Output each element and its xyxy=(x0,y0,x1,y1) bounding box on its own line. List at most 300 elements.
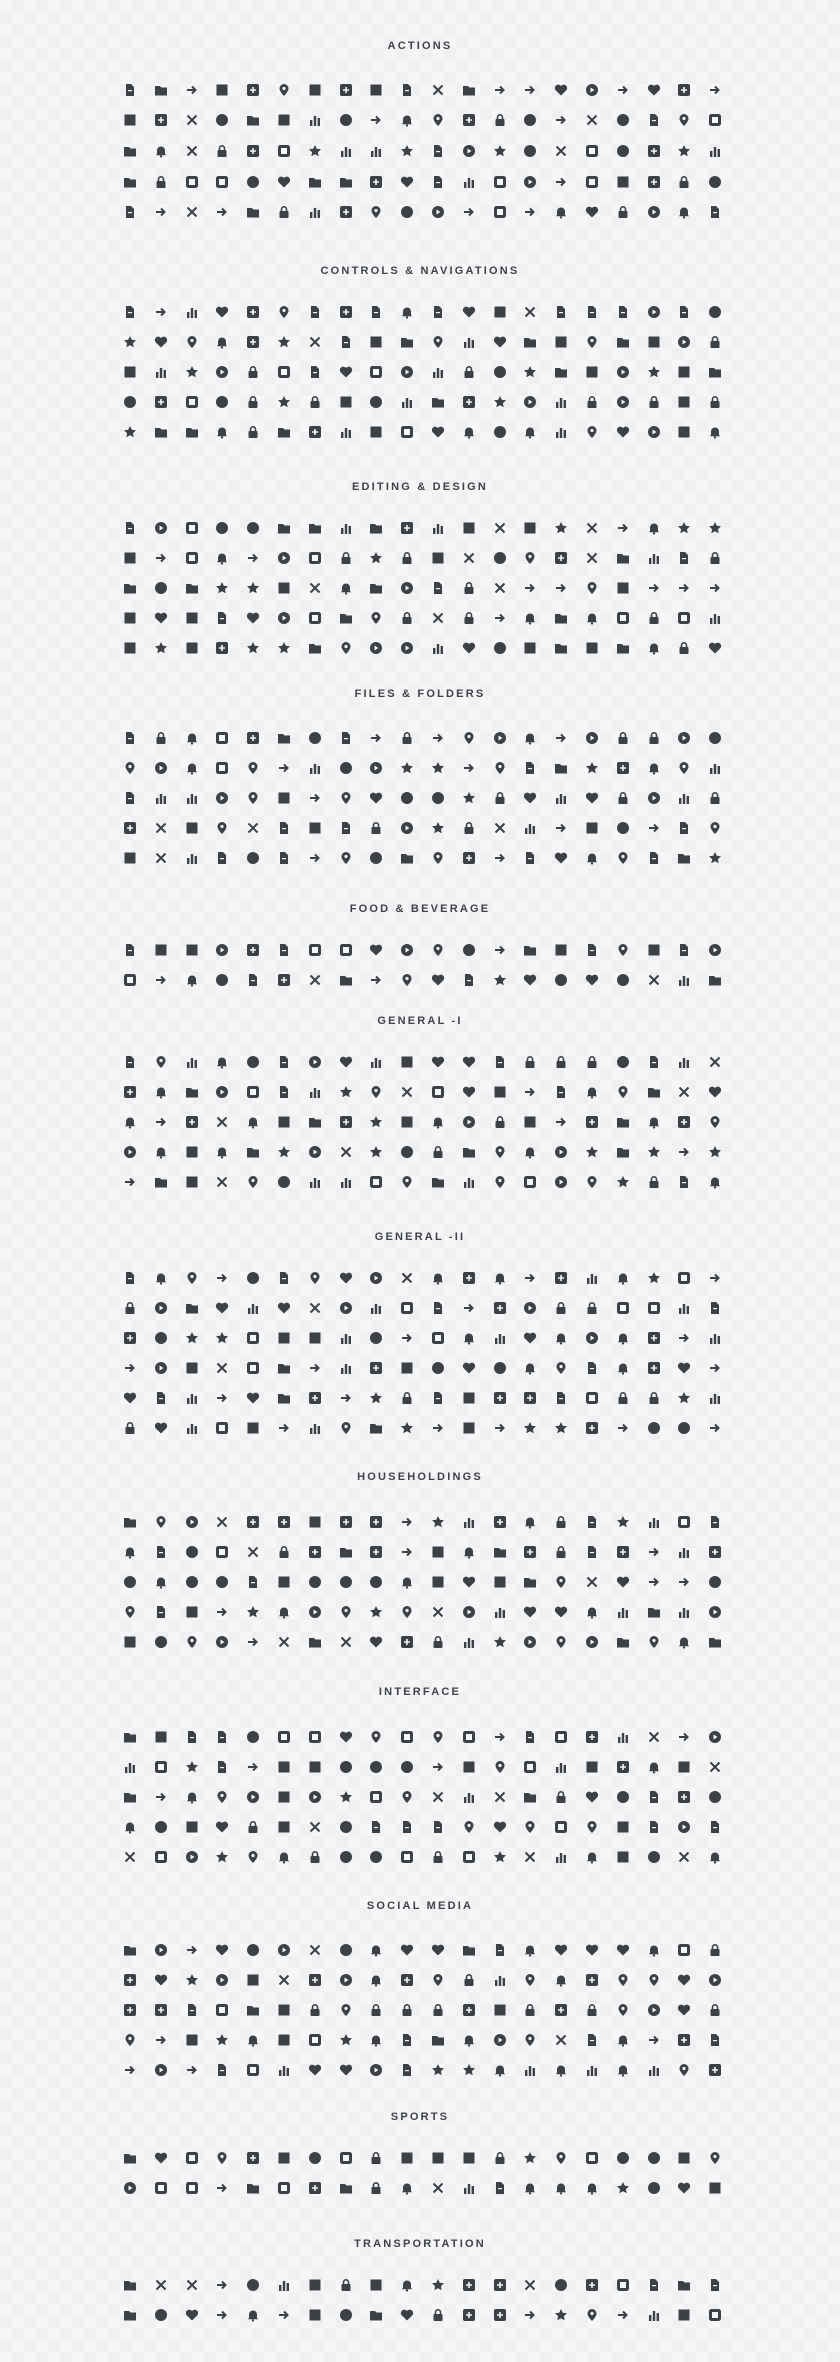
arrow-icon xyxy=(185,2063,199,2077)
x-icon xyxy=(493,521,507,535)
bars-icon xyxy=(185,305,199,319)
lock-icon xyxy=(493,2151,507,2165)
bell-icon xyxy=(708,1175,722,1189)
icon-row xyxy=(0,1053,840,1071)
star-icon xyxy=(246,581,260,595)
circle-icon xyxy=(215,521,229,535)
heart-icon xyxy=(462,1361,476,1375)
plus-icon xyxy=(246,731,260,745)
star-icon xyxy=(154,641,168,655)
pin-icon xyxy=(616,1973,630,1987)
star-icon xyxy=(400,1421,414,1435)
arrow-icon xyxy=(523,205,537,219)
lock-icon xyxy=(400,611,414,625)
square-icon xyxy=(308,2278,322,2292)
lock-icon xyxy=(647,611,661,625)
play-icon xyxy=(215,365,229,379)
star-icon xyxy=(339,1085,353,1099)
heart-icon xyxy=(554,83,568,97)
bars-icon xyxy=(369,1301,383,1315)
document-icon xyxy=(493,1055,507,1069)
arrow-icon xyxy=(554,581,568,595)
circle-icon xyxy=(154,1635,168,1649)
play-icon xyxy=(277,611,291,625)
document-icon xyxy=(647,113,661,127)
play-icon xyxy=(462,1605,476,1619)
circle-icon xyxy=(616,113,630,127)
x-icon xyxy=(708,1055,722,1069)
lock-icon xyxy=(462,821,476,835)
pin-icon xyxy=(585,2308,599,2322)
play-icon xyxy=(154,2063,168,2077)
bell-icon xyxy=(708,425,722,439)
lock-icon xyxy=(462,611,476,625)
heart-icon xyxy=(400,1943,414,1957)
heart-icon xyxy=(400,175,414,189)
icon-row xyxy=(0,789,840,807)
rounded-square-icon xyxy=(308,943,322,957)
play-icon xyxy=(185,1850,199,1864)
pin-icon xyxy=(246,791,260,805)
play-icon xyxy=(308,1790,322,1804)
star-icon xyxy=(493,973,507,987)
circle-icon xyxy=(369,1850,383,1864)
x-icon xyxy=(215,1361,229,1375)
arrow-icon xyxy=(677,1730,691,1744)
rounded-square-icon xyxy=(277,1730,291,1744)
arrow-icon xyxy=(154,1115,168,1129)
star-icon xyxy=(493,1850,507,1864)
plus-icon xyxy=(308,1973,322,1987)
arrow-icon xyxy=(462,1301,476,1315)
pin-icon xyxy=(523,551,537,565)
bars-icon xyxy=(277,2063,291,2077)
rounded-square-icon xyxy=(308,2033,322,2047)
folder-icon xyxy=(185,1085,199,1099)
icon-row xyxy=(0,173,840,191)
arrow-icon xyxy=(246,1760,260,1774)
lock-icon xyxy=(493,113,507,127)
bell-icon xyxy=(215,335,229,349)
folder-icon xyxy=(123,2308,137,2322)
bars-icon xyxy=(554,395,568,409)
rounded-square-icon xyxy=(215,731,229,745)
arrow-icon xyxy=(493,1730,507,1744)
heart-icon xyxy=(339,1730,353,1744)
folder-icon xyxy=(523,1790,537,1804)
star-icon xyxy=(431,761,445,775)
play-icon xyxy=(677,335,691,349)
heart-icon xyxy=(185,2308,199,2322)
star-icon xyxy=(185,1760,199,1774)
arrow-icon xyxy=(369,731,383,745)
bars-icon xyxy=(708,144,722,158)
play-icon xyxy=(647,791,661,805)
circle-icon xyxy=(123,395,137,409)
folder-icon xyxy=(123,581,137,595)
star-icon xyxy=(400,144,414,158)
document-icon xyxy=(339,731,353,745)
rounded-square-icon xyxy=(677,1271,691,1285)
square-icon xyxy=(308,1760,322,1774)
icon-row xyxy=(0,609,840,627)
icon-row xyxy=(0,363,840,381)
bell-icon xyxy=(523,611,537,625)
section-title: INTERFACE xyxy=(378,1686,462,1698)
folder-icon xyxy=(308,641,322,655)
square-icon xyxy=(677,2308,691,2322)
arrow-icon xyxy=(154,973,168,987)
folder-icon xyxy=(123,144,137,158)
lock-icon xyxy=(616,205,630,219)
circle-icon xyxy=(246,1943,260,1957)
plus-icon xyxy=(677,1790,691,1804)
folder-icon xyxy=(246,2181,260,2195)
square-icon xyxy=(585,641,599,655)
icon-row xyxy=(0,2001,840,2019)
arrow-icon xyxy=(647,1545,661,1559)
arrow-icon xyxy=(523,1271,537,1285)
folder-icon xyxy=(123,1943,137,1957)
lock-icon xyxy=(308,1850,322,1864)
lock-icon xyxy=(308,395,322,409)
pin-icon xyxy=(431,113,445,127)
square-icon xyxy=(462,521,476,535)
rounded-square-icon xyxy=(185,395,199,409)
folder-icon xyxy=(308,521,322,535)
star-icon xyxy=(647,1271,661,1285)
x-icon xyxy=(462,551,476,565)
x-icon xyxy=(339,1635,353,1649)
folder-icon xyxy=(369,1421,383,1435)
plus-icon xyxy=(647,1331,661,1345)
bell-icon xyxy=(708,1850,722,1864)
play-icon xyxy=(308,1145,322,1159)
pin-icon xyxy=(585,1175,599,1189)
plus-icon xyxy=(554,1271,568,1285)
square-icon xyxy=(585,365,599,379)
icon-row xyxy=(0,2149,840,2167)
folder-icon xyxy=(554,611,568,625)
square-icon xyxy=(400,1361,414,1375)
circle-icon xyxy=(647,2181,661,2195)
x-icon xyxy=(523,305,537,319)
plus-icon xyxy=(246,144,260,158)
heart-icon xyxy=(677,2003,691,2017)
square-icon xyxy=(677,395,691,409)
plus-icon xyxy=(339,83,353,97)
bell-icon xyxy=(185,973,199,987)
plus-icon xyxy=(246,1515,260,1529)
star-icon xyxy=(647,365,661,379)
pin-icon xyxy=(647,1973,661,1987)
play-icon xyxy=(616,365,630,379)
x-icon xyxy=(308,1820,322,1834)
heart-icon xyxy=(585,973,599,987)
circle-icon xyxy=(246,521,260,535)
arrow-icon xyxy=(400,1545,414,1559)
icon-row xyxy=(0,203,840,221)
heart-icon xyxy=(123,1391,137,1405)
icon-row xyxy=(0,849,840,867)
square-icon xyxy=(677,2151,691,2165)
lock-icon xyxy=(431,1635,445,1649)
circle-icon xyxy=(339,1820,353,1834)
x-icon xyxy=(246,821,260,835)
arrow-icon xyxy=(647,1575,661,1589)
square-icon xyxy=(523,641,537,655)
arrow-icon xyxy=(493,611,507,625)
bars-icon xyxy=(554,425,568,439)
arrow-icon xyxy=(246,1635,260,1649)
folder-icon xyxy=(708,1635,722,1649)
square-icon xyxy=(308,1515,322,1529)
arrow-icon xyxy=(708,1421,722,1435)
plus-icon xyxy=(339,205,353,219)
square-icon xyxy=(185,943,199,957)
pin-icon xyxy=(339,2003,353,2017)
pin-icon xyxy=(369,1085,383,1099)
plus-icon xyxy=(339,1515,353,1529)
arrow-icon xyxy=(554,1115,568,1129)
star-icon xyxy=(369,1115,383,1129)
folder-icon xyxy=(246,205,260,219)
bell-icon xyxy=(246,2308,260,2322)
lock-icon xyxy=(462,581,476,595)
rounded-square-icon xyxy=(154,1760,168,1774)
bell-icon xyxy=(462,1331,476,1345)
star-icon xyxy=(616,2181,630,2195)
x-icon xyxy=(308,581,322,595)
pin-icon xyxy=(523,1973,537,1987)
document-icon xyxy=(277,1085,291,1099)
pin-icon xyxy=(277,305,291,319)
document-icon xyxy=(308,305,322,319)
rounded-square-icon xyxy=(708,2308,722,2322)
document-icon xyxy=(123,791,137,805)
square-icon xyxy=(308,821,322,835)
heart-icon xyxy=(647,83,661,97)
document-icon xyxy=(277,821,291,835)
heart-icon xyxy=(431,1055,445,1069)
arrow-icon xyxy=(369,113,383,127)
circle-icon xyxy=(647,1421,661,1435)
heart-icon xyxy=(616,425,630,439)
heart-icon xyxy=(400,2308,414,2322)
plus-icon xyxy=(462,2278,476,2292)
document-icon xyxy=(462,973,476,987)
lock-icon xyxy=(585,1301,599,1315)
square-icon xyxy=(185,1361,199,1375)
play-icon xyxy=(585,731,599,745)
x-icon xyxy=(708,1760,722,1774)
bell-icon xyxy=(616,2063,630,2077)
bell-icon xyxy=(400,305,414,319)
bars-icon xyxy=(185,1055,199,1069)
document-icon xyxy=(585,1545,599,1559)
document-icon xyxy=(123,943,137,957)
star-icon xyxy=(554,1421,568,1435)
pin-icon xyxy=(308,1271,322,1285)
heart-icon xyxy=(554,851,568,865)
circle-icon xyxy=(308,2151,322,2165)
square-icon xyxy=(185,641,199,655)
heart-icon xyxy=(462,1085,476,1099)
square-icon xyxy=(369,2278,383,2292)
icon-row xyxy=(0,1113,840,1131)
x-icon xyxy=(308,335,322,349)
icon-row xyxy=(0,1173,840,1191)
pin-icon xyxy=(677,761,691,775)
arrow-icon xyxy=(277,1421,291,1435)
arrow-icon xyxy=(493,943,507,957)
rounded-square-icon xyxy=(215,175,229,189)
pin-icon xyxy=(339,851,353,865)
play-icon xyxy=(154,1301,168,1315)
heart-icon xyxy=(616,1943,630,1957)
icon-row xyxy=(0,2276,840,2294)
section-title: GENERAL -I xyxy=(377,1015,463,1027)
folder-icon xyxy=(554,641,568,655)
x-icon xyxy=(215,1175,229,1189)
folder-icon xyxy=(708,973,722,987)
rounded-square-icon xyxy=(585,175,599,189)
heart-icon xyxy=(246,611,260,625)
plus-icon xyxy=(616,1760,630,1774)
star-icon xyxy=(339,2033,353,2047)
bars-icon xyxy=(647,2308,661,2322)
plus-icon xyxy=(554,551,568,565)
document-icon xyxy=(339,335,353,349)
square-icon xyxy=(462,1421,476,1435)
folder-icon xyxy=(523,1575,537,1589)
lock-icon xyxy=(554,1301,568,1315)
lock-icon xyxy=(616,731,630,745)
pin-icon xyxy=(523,2033,537,2047)
document-icon xyxy=(708,1301,722,1315)
pin-icon xyxy=(554,1575,568,1589)
heart-icon xyxy=(616,1575,630,1589)
document-icon xyxy=(431,305,445,319)
arrow-icon xyxy=(400,1515,414,1529)
lock-icon xyxy=(647,395,661,409)
pin-icon xyxy=(246,1175,260,1189)
heart-icon xyxy=(215,1820,229,1834)
heart-icon xyxy=(431,425,445,439)
bars-icon xyxy=(369,1055,383,1069)
arrow-icon xyxy=(523,83,537,97)
pin-icon xyxy=(647,1635,661,1649)
play-icon xyxy=(400,641,414,655)
play-icon xyxy=(462,144,476,158)
plus-icon xyxy=(246,305,260,319)
arrow-icon xyxy=(431,1760,445,1774)
document-icon xyxy=(647,1790,661,1804)
x-icon xyxy=(277,1973,291,1987)
circle-icon xyxy=(493,425,507,439)
pin-icon xyxy=(339,641,353,655)
rounded-square-icon xyxy=(246,1331,260,1345)
section-title: CONTROLS & NAVIGATIONS xyxy=(320,265,520,277)
plus-icon xyxy=(585,1973,599,1987)
folder-icon xyxy=(431,395,445,409)
play-icon xyxy=(431,205,445,219)
folder-icon xyxy=(523,335,537,349)
pin-icon xyxy=(185,1635,199,1649)
bell-icon xyxy=(523,1361,537,1375)
circle-icon xyxy=(616,1055,630,1069)
x-icon xyxy=(308,1943,322,1957)
icon-row xyxy=(0,549,840,567)
play-icon xyxy=(308,1605,322,1619)
arrow-icon xyxy=(308,791,322,805)
bell-icon xyxy=(431,1271,445,1285)
bell-icon xyxy=(523,425,537,439)
bell-icon xyxy=(431,1115,445,1129)
bars-icon xyxy=(677,1055,691,1069)
document-icon xyxy=(554,1391,568,1405)
square-icon xyxy=(369,335,383,349)
document-icon xyxy=(493,1943,507,1957)
circle-icon xyxy=(554,2278,568,2292)
icon-row xyxy=(0,142,840,160)
lock-icon xyxy=(400,2003,414,2017)
circle-icon xyxy=(339,1760,353,1774)
heart-icon xyxy=(554,1943,568,1957)
rounded-square-icon xyxy=(339,2151,353,2165)
square-icon xyxy=(585,1760,599,1774)
document-icon xyxy=(123,205,137,219)
heart-icon xyxy=(462,1055,476,1069)
arrow-icon xyxy=(708,581,722,595)
icon-row xyxy=(0,1389,840,1407)
rounded-square-icon xyxy=(154,2181,168,2195)
lock-icon xyxy=(277,1545,291,1559)
plus-icon xyxy=(493,2308,507,2322)
pin-icon xyxy=(677,2063,691,2077)
circle-icon xyxy=(339,1850,353,1864)
lock-icon xyxy=(677,641,691,655)
heart-icon xyxy=(493,335,507,349)
bell-icon xyxy=(185,761,199,775)
x-icon xyxy=(154,2278,168,2292)
star-icon xyxy=(369,1605,383,1619)
square-icon xyxy=(185,1175,199,1189)
square-icon xyxy=(647,335,661,349)
circle-icon xyxy=(647,2151,661,2165)
pin-icon xyxy=(431,335,445,349)
arrow-icon xyxy=(616,83,630,97)
arrow-icon xyxy=(339,1391,353,1405)
plus-icon xyxy=(523,1391,537,1405)
play-icon xyxy=(708,1730,722,1744)
arrow-icon xyxy=(154,551,168,565)
arrow-icon xyxy=(431,1421,445,1435)
play-icon xyxy=(554,1145,568,1159)
pin-icon xyxy=(431,851,445,865)
arrow-icon xyxy=(123,1361,137,1375)
bars-icon xyxy=(708,611,722,625)
play-icon xyxy=(647,2003,661,2017)
lock-icon xyxy=(708,335,722,349)
rounded-square-icon xyxy=(277,365,291,379)
square-icon xyxy=(493,2003,507,2017)
bars-icon xyxy=(462,175,476,189)
document-icon xyxy=(123,305,137,319)
document-icon xyxy=(431,1301,445,1315)
heart-icon xyxy=(215,1943,229,1957)
plus-icon xyxy=(154,2003,168,2017)
